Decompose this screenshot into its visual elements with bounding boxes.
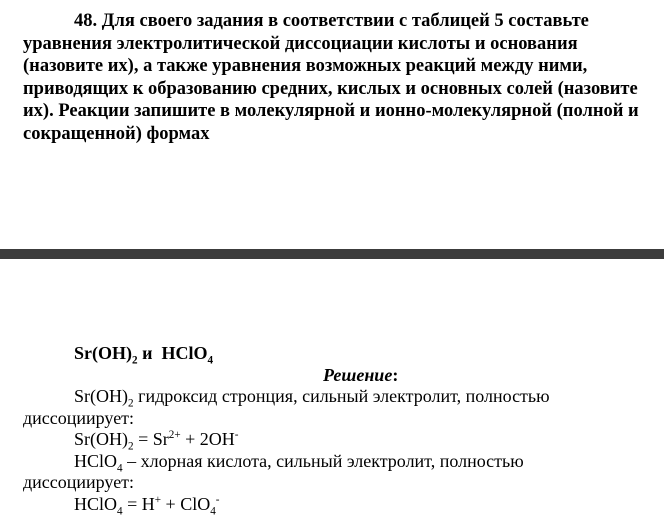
solution-heading-text: Решение (323, 364, 393, 385)
acid-eq-lhs: HClO (74, 493, 118, 514)
acid-subscript: 4 (207, 354, 214, 367)
base-subscript: 2 (132, 354, 138, 367)
acid-desc-text: – хлорная кислота, сильный электролит, полностью (122, 450, 524, 471)
acid-formula: HClO (161, 343, 208, 363)
task-text: Для своего задания в соответствии с таблицей 5 составьте уравнения электролитической диссоциации кислоты и основания (назовите их), а также уравнения возможных реакций между ними, приводящих к образованию средних, кислых и основных солей (назовите их). Реакции запишите в молекулярной и ионно-молекулярной (полной и сокращенной) формах (23, 11, 639, 144)
base-formula: Sr(OH) (74, 343, 132, 363)
pair-conjunction: и (137, 343, 162, 363)
acid-eq-lhs-subscript: 4 (117, 505, 123, 518)
reactant-pair (23, 343, 659, 365)
solution-heading-colon: : (392, 364, 399, 385)
base-eq-lhs: Sr(OH) (74, 429, 128, 449)
acid-eq-anion: + ClO (161, 493, 211, 514)
solution-heading (23, 365, 659, 387)
acid-eq-cation: = H (122, 493, 155, 514)
acid-eq-anion-charge: - (215, 493, 220, 506)
acid-description-cont: диссоциирует: (23, 472, 135, 492)
acid-desc-subscript: 4 (117, 462, 123, 475)
acid-eq-anion-subscript: 4 (210, 505, 216, 518)
base-desc-subscript: 2 (128, 397, 134, 410)
base-dissociation-equation (23, 429, 659, 451)
base-description-cont: диссоциирует: (23, 407, 135, 428)
base-eq-cation: = Sr (133, 429, 169, 449)
acid-dissociation-equation (23, 494, 659, 516)
base-eq-cation-charge: 2+ (168, 429, 181, 441)
base-description (23, 386, 659, 408)
base-desc-formula: Sr(OH) (74, 386, 128, 406)
base-eq-lhs-subscript: 2 (128, 440, 134, 453)
task-statement (23, 10, 659, 145)
task-paragraph (23, 10, 659, 145)
task-number: 48. (74, 11, 98, 31)
base-desc-text: гидроксид стронция, сильный электролит, полностью (133, 386, 550, 406)
acid-description (23, 451, 659, 473)
acid-eq-cation-charge: + (154, 493, 162, 506)
acid-desc-formula: HClO (74, 450, 118, 471)
base-eq-anion-charge: - (234, 429, 239, 441)
section-divider (0, 249, 664, 259)
base-eq-anion: + 2OH (180, 429, 235, 449)
solution-section (23, 343, 659, 518)
